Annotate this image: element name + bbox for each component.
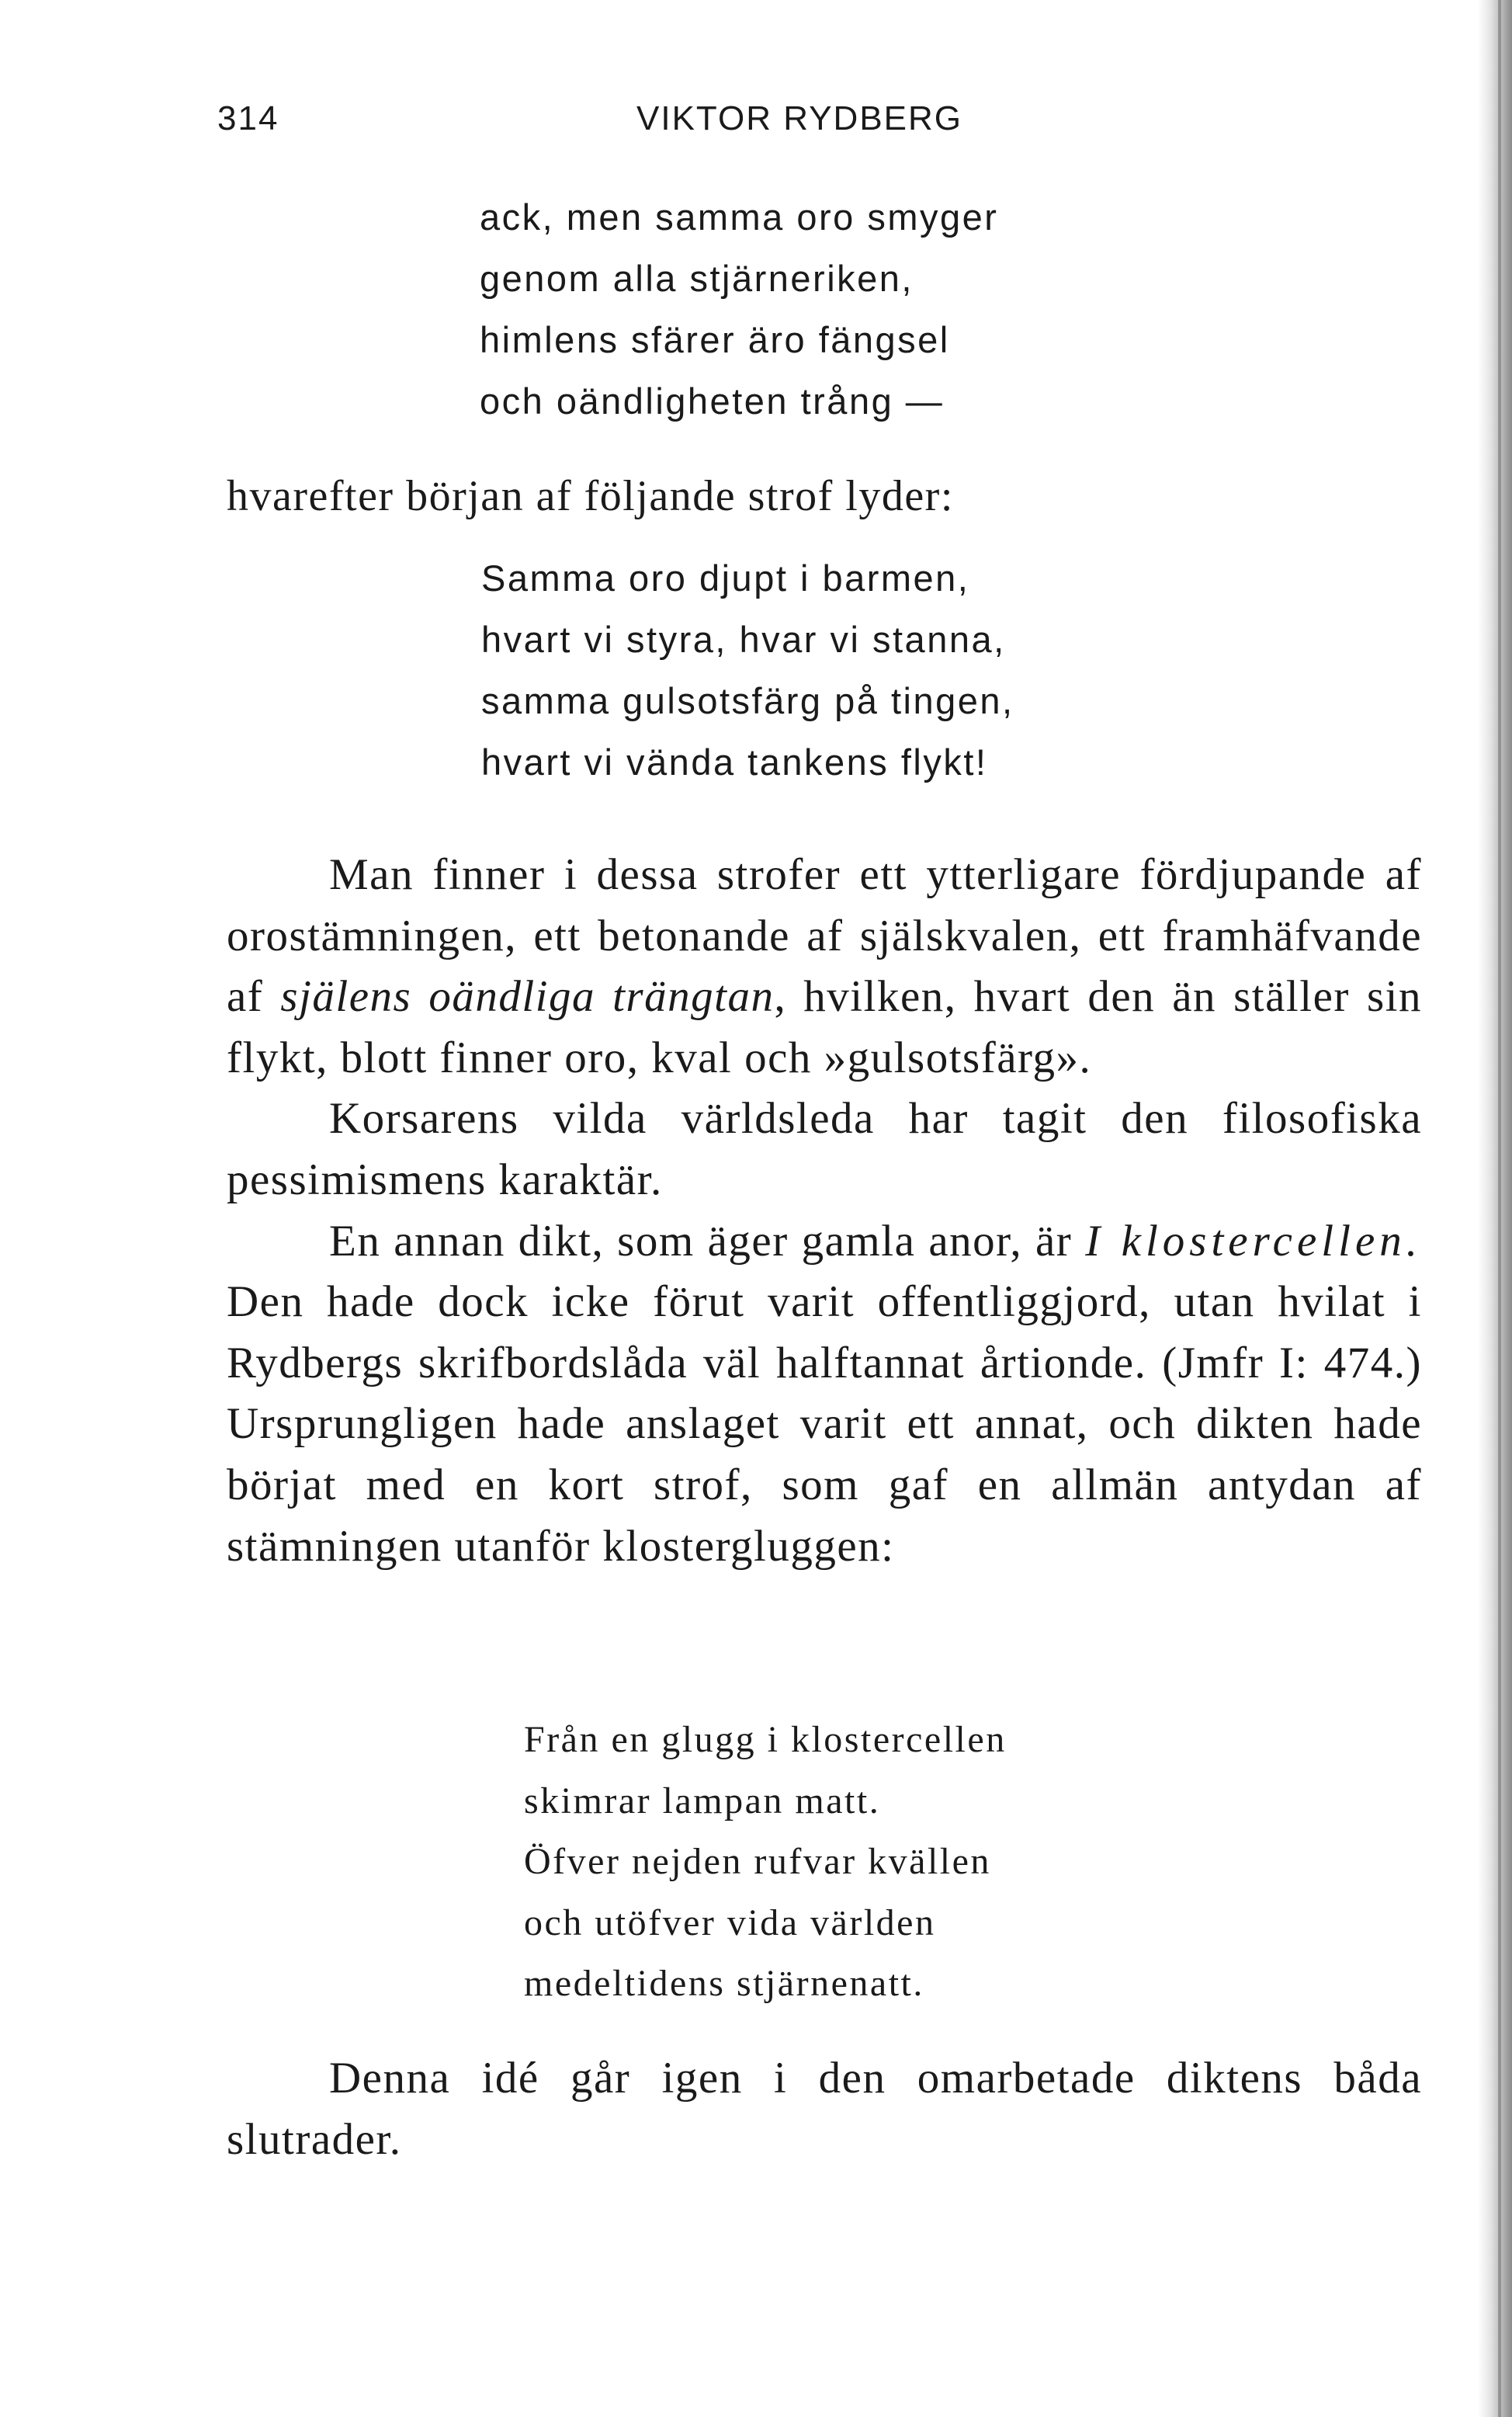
paragraph-text: Man finner i dessa strofer ett ytterligare fördjupande af orostämningen, ett betonande af själskvalen, ett framhäfvande af — [227, 850, 1422, 1022]
emphasis-text: själens oändliga trängtan — [280, 972, 775, 1022]
verse-line: genom alla stjärneriken, — [480, 258, 914, 299]
verse-line: skimrar lampan matt. — [524, 1780, 881, 1821]
verse-quote-1 — [480, 186, 998, 432]
verse-line: ack, men samma oro smyger — [480, 196, 999, 238]
running-title: VIKTOR RYDBERG — [636, 99, 963, 137]
verse-quote-3 — [524, 1710, 1007, 2015]
intro-line: hvarefter början af följande strof lyder: — [227, 472, 954, 520]
verse-line: hvart vi vända tankens flykt! — [481, 741, 988, 783]
verse-line: och utöfver vida världen — [524, 1901, 936, 1943]
verse-quote-2 — [481, 547, 1014, 793]
page-gutter-shadow — [1478, 0, 1512, 2417]
paragraph — [227, 1211, 1422, 1578]
paragraph-text: En annan dikt, som äger gamla anor, är — [329, 1216, 1086, 1266]
paragraph — [227, 845, 1422, 1089]
page-number: 314 — [217, 99, 279, 137]
verse-line: Från en glugg i klostercellen — [524, 1719, 1007, 1760]
paragraph-text: , hvilken, hvart den än ställer sin flykt, blott finner oro, kval och »gulsotsfärg». — [227, 972, 1423, 1082]
body-text — [227, 845, 1422, 1577]
verse-line: Öfver nejden rufvar kvällen — [524, 1841, 991, 1882]
paragraph: Korsarens vilda världsleda har tagit den filosofiska pessimismens karaktär. — [227, 1094, 1422, 1204]
running-head — [217, 99, 994, 146]
verse-line: medeltidens stjärnenatt. — [524, 1963, 924, 2004]
paragraph: Denna idé går igen i den omarbetade diktens båda slutrader. — [227, 2054, 1422, 2164]
verse-line: och oändligheten trång — — [480, 380, 945, 422]
verse-line: himlens sfärer äro fängsel — [480, 319, 950, 360]
verse-line: hvart vi styra, hvar vi stanna, — [481, 619, 1006, 660]
closing-text — [227, 2048, 1422, 2170]
page-edge-line — [1498, 0, 1501, 2417]
poem-title: I klostercellen. — [1085, 1216, 1422, 1266]
verse-line: samma gulsotsfärg på tingen, — [481, 680, 1014, 721]
paragraph-text: Den hade dock icke förut varit offentliggjord, utan hvilat i Rydbergs skrifbordslåda väl halftannat årtionde. (Jmfr I: 474.) Ursprungligen hade anslaget varit ett annat, och dikten hade börjat med en kort strof, som gaf en allmän antydan af stämningen utanför klostergluggen: — [227, 1277, 1422, 1571]
verse-line: Samma oro djupt i barmen, — [481, 557, 970, 599]
